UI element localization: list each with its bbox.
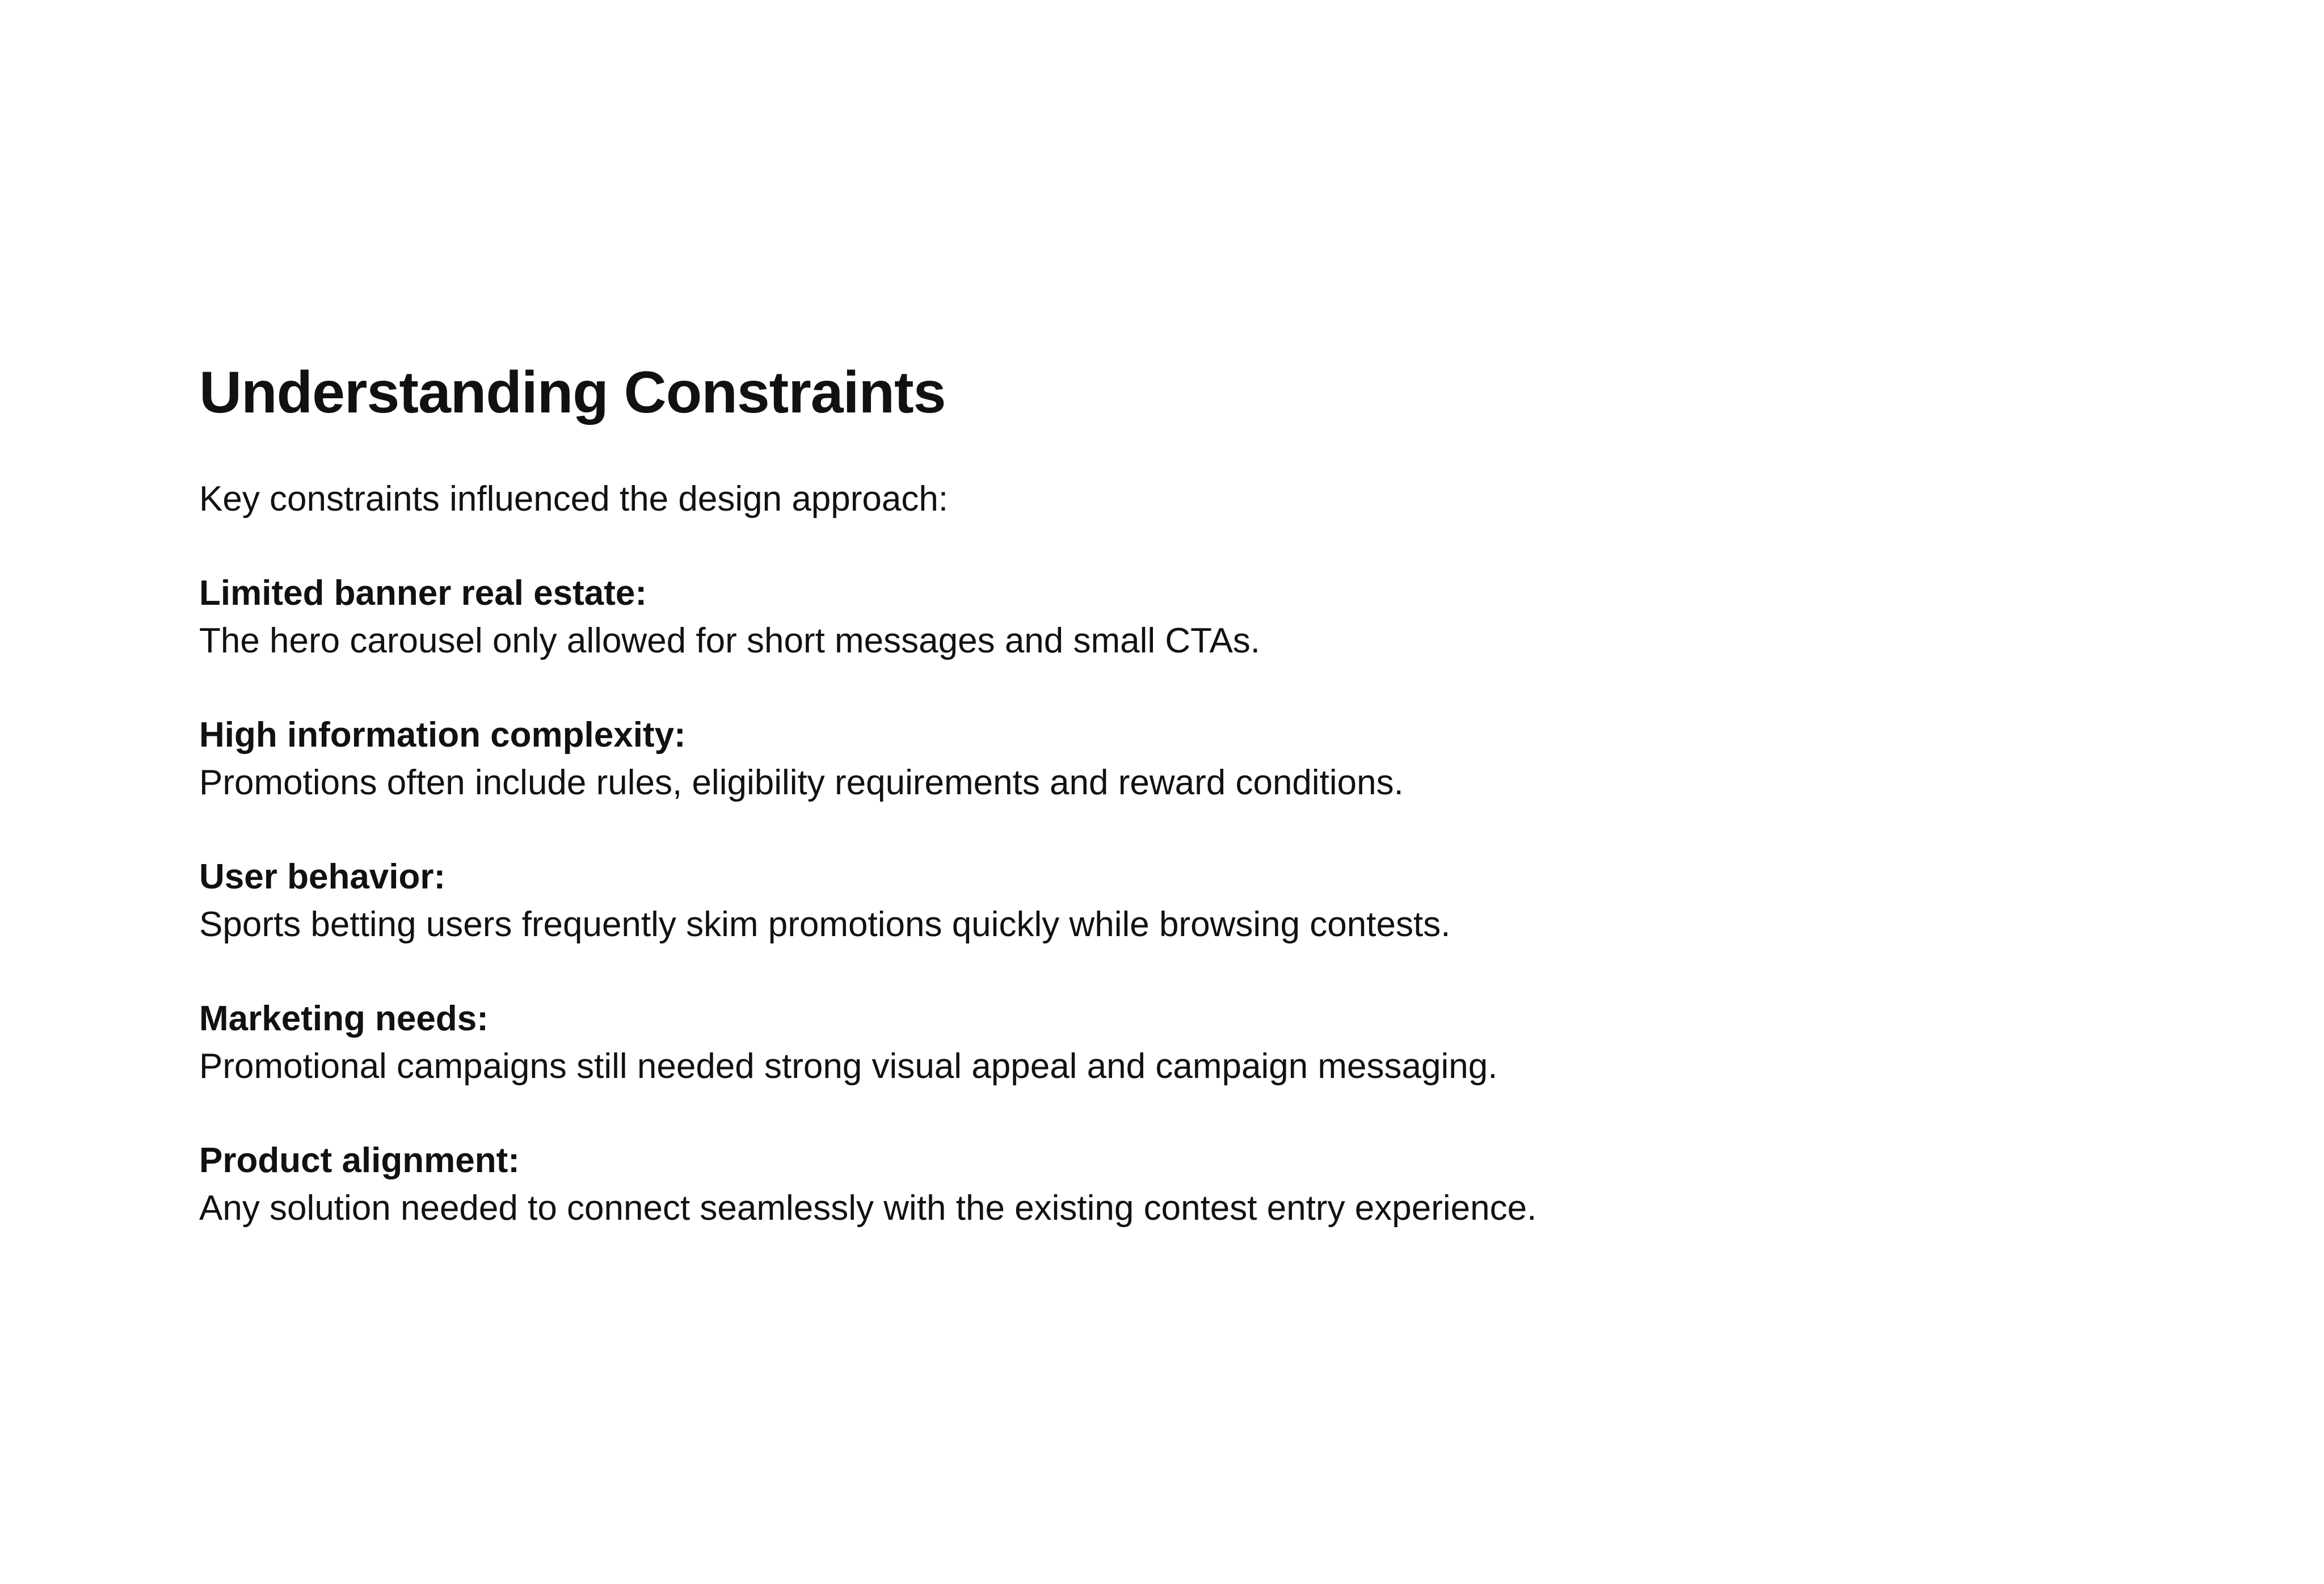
constraint-heading: Product alignment: bbox=[199, 1141, 520, 1180]
intro-text: Key constraints influenced the design approach: bbox=[199, 479, 949, 519]
constraint-item bbox=[199, 711, 2015, 807]
document-content bbox=[199, 360, 2015, 1279]
constraint-item bbox=[199, 1137, 2015, 1232]
constraint-item bbox=[199, 995, 2015, 1090]
constraint-description: Promotions often include rules, eligibility requirements and reward conditions. bbox=[199, 763, 1404, 802]
constraint-heading: Limited banner real estate: bbox=[199, 574, 647, 613]
page-title: Understanding Constraints bbox=[199, 360, 946, 426]
constraint-heading: Marketing needs: bbox=[199, 999, 489, 1038]
constraint-description: Sports betting users frequently skim promotions quickly while browsing contests. bbox=[199, 905, 1451, 944]
constraint-list bbox=[199, 570, 2015, 1232]
constraint-description: Any solution needed to connect seamlessly with the existing contest entry experience. bbox=[199, 1189, 1537, 1228]
constraint-heading: User behavior: bbox=[199, 857, 446, 896]
constraint-description: The hero carousel only allowed for short messages and small CTAs. bbox=[199, 621, 1261, 660]
constraint-description: Promotional campaigns still needed strong visual appeal and campaign messaging. bbox=[199, 1047, 1498, 1086]
constraint-item bbox=[199, 570, 2015, 665]
constraint-heading: High information complexity: bbox=[199, 715, 686, 755]
constraint-item bbox=[199, 853, 2015, 949]
